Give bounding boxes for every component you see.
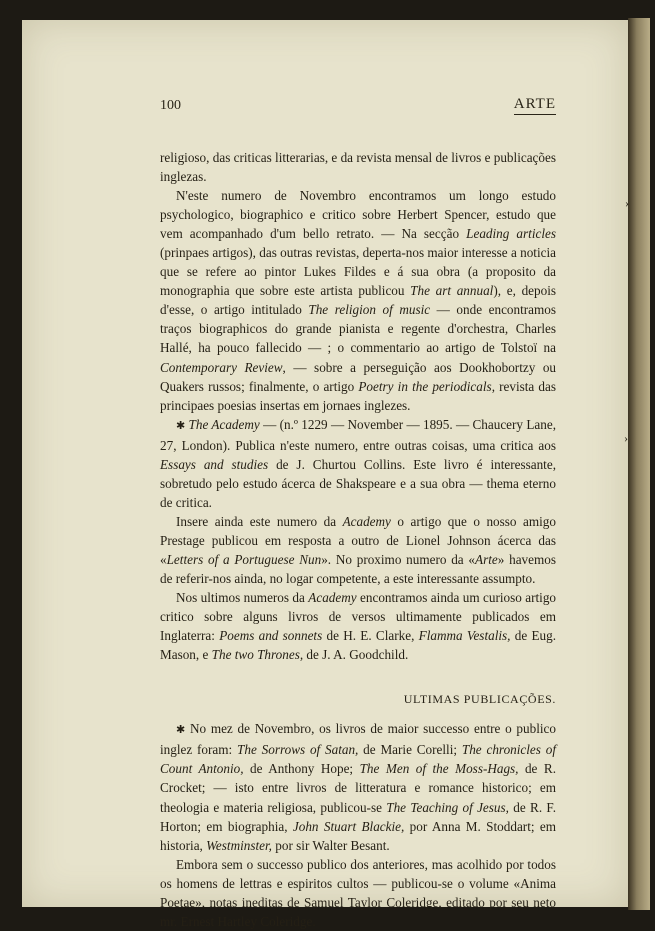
section-title: ULTIMAS PUBLICAÇÕES. bbox=[403, 692, 556, 707]
paragraph: Insere ainda este numero da Academy o artigo que o nosso amigo Prestage publicou em resposta a outro de Lionel Johnson ácerca das «Letters of a Portuguese Nun». No proximo numero da «Arte» havemos de referir-nos ainda, no logar competente, a este interessante assumpto. bbox=[160, 513, 556, 587]
paragraph: Nos ultimos numeros da Academy encontramos ainda um curioso artigo critico sobre alguns livros de versos ultimamente publicados em Inglaterra: Poems and sonnets de H. E. Clarke, Flamma Vestalis, de Eug. Mason, e The two Thrones, de J. A. Goodchild. bbox=[160, 590, 557, 663]
running-head: ARTE bbox=[514, 96, 556, 115]
paragraph: religioso, das criticas litterarias, e da revista mensal de livros e publicações inglezas. bbox=[160, 150, 556, 185]
adjacent-page-edge bbox=[628, 18, 650, 910]
margin-mark: › bbox=[624, 431, 628, 445]
paragraph: ✱ No mez de Novembro, os livros de maior successo entre o publico inglez foram: The Sorrows of Satan, de Marie Corelli; The chronicles of Count Antonio, de Anthony Hope; The Men of the Moss-Hags, de R. Crocket; — isto entre livros de litteratura e romance historico; em theologia e materia religiosa, publicou-se The Teaching of Jesus, de R. F. Horton; em biographia, John Stuart Blackie, por Anna M. Stoddart; em historia, Westminster, por sir Walter Besant. bbox=[160, 721, 557, 853]
margin-mark: › bbox=[625, 196, 629, 210]
paragraph: ✱ The Academy — (n.º 1229 — November — 1895. — Chaucery Lane, 27, London). Publica n'este numero, entre outras coisas, uma critica aos Essays and studies de J. Churtou Collins. Este livro é interessante, sobretudo pelo estudo ácerca de Shakspeare e a sua obra — thema eterno de critica. bbox=[160, 416, 557, 510]
body-text bbox=[160, 148, 556, 931]
paragraph: N'este numero de Novembro encontramos um longo estudo psychologico, biographico e critico sobre Herbert Spencer, estudo que vem acompanhado d'um bello retrato. — Na secção Leading articles (prinpaes artigos), das outras revistas, deperta-nos maior interesse a noticia que se refere ao pintor Lukes Fildes e á sua obra (a proposito da monographia que sobre este artista publicou The art annual), e, depois d'esse, o artigo intitulado The religion of music — onde encontramos traços biographicos do grande pianista e regente d'orchestra, Charles Hallé, ha pouco fallecido — ; o commentario ao artigo de Tolstoï na Contemporary Review, — sobre a perseguição aos Dookhobortzy ou Quakers russos; finalmente, o artigo Poetry in the periodicals, revista das principaes poesias insertas em jornaes inglezes. bbox=[160, 188, 557, 413]
page-header bbox=[160, 96, 556, 116]
page-number: 100 bbox=[160, 98, 181, 113]
paragraph: Embora sem o successo publico dos anteriores, mas acolhido por todos os homens de lettras e espiritos cultos — publicou-se o volume «Anima Poetae», notas ineditas de Samuel Taylor Coleridge, editado por seu neto mr. Ernest Hartley Coleridge. bbox=[160, 856, 556, 929]
asterism-icon: ✱ bbox=[176, 419, 186, 432]
asterism-icon: ✱ bbox=[176, 724, 186, 737]
